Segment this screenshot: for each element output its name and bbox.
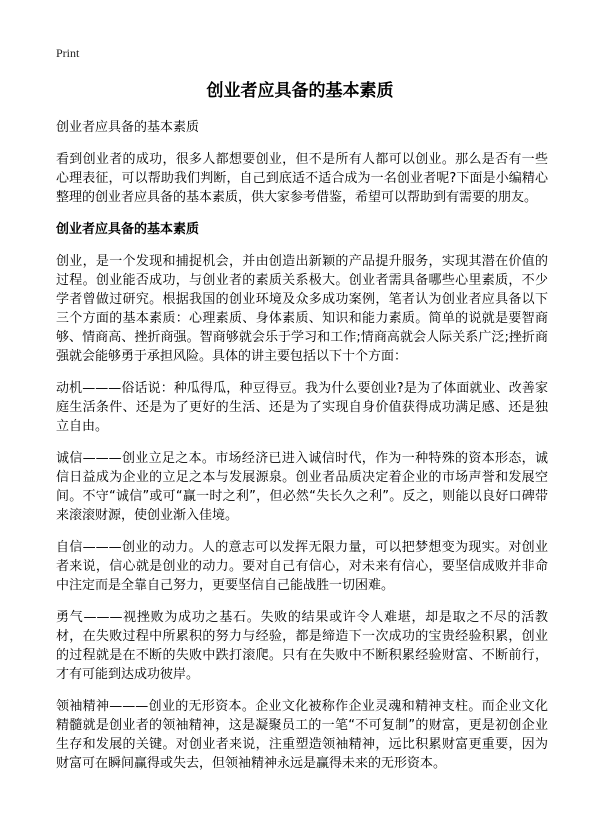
intro-paragraph: 看到创业者的成功，很多人都想要创业，但不是所有人都可以创业。那么是否有一些心理表征，可以帮助我们判断，自己到底适不适合成为一名创业者呢?下面是小编精心整理的创业者应具备的基本素质，供大家参考借鉴，希望可以帮助到有需要的朋友。 [56,152,548,205]
document-body [56,118,548,786]
body-paragraph: 创业，是一个发现和捕捉机会，并由创造出新颖的产品提升服务，实现其潜在价值的过程。创业能否成功，与创业者的素质关系极大。创业者需具备哪些心里素质，不少学者曾做过研究。根据我国的创业环境及众多成功案例，笔者认为创业者应具备以下三个方面的基本素质：心理素质、身体素质、知识和能力素质。简单的说就是要智商够、情商高、挫折商强。智商够就会乐于学习和工作;情商高就会人际关系广泛;挫折商强就会能够勇于承担风险。具体的讲主要包括以下十个方面： [56,254,548,364]
body-paragraph-confidence: 自信———创业的动力。人的意志可以发挥无限力量，可以把梦想变为现实。对创业者来说，信心就是创业的动力。要对自己有信心，对未来有信心，要坚信成败并非命中注定而是全靠自己努力，更要坚信自己能战胜一切困难。 [56,540,548,593]
body-paragraph-courage: 勇气———视挫败为成功之基石。失败的结果或许令人难堪，却是取之不尽的活教材，在失败过程中所累积的努力与经验，都是缔造下一次成功的宝贵经验积累，创业的过程就是在不断的失败中跌打滚爬。只有在失败中不断积累经验财富、不断前行，才有可能到达成功彼岸。 [56,610,548,682]
body-paragraph-integrity: 诚信———创业立足之本。市场经济已进入诚信时代，作为一种特殊的资本形态，诚信日益成为企业的立足之本与发展源泉。创业者品质决定着企业的市场声誉和发展空间。不守“诚信”或可“赢一时之利”，但必然“失长久之利”。反之，则能以良好口碑带来滚滚财源，使创业渐入佳境。 [56,451,548,523]
section-heading: 创业者应具备的基本素质 [56,222,200,237]
body-paragraph-motivation: 动机———俗话说：种瓜得瓜，种豆得豆。我为什么要创业?是为了体面就业、改善家庭生活条件、还是为了更好的生活、还是为了实现自身价值获得成功满足感、还是独立自由。 [56,381,548,434]
body-paragraph-leadership: 领袖精神———创业的无形资本。企业文化被称作企业灵魂和精神支柱。而企业文化精髓就是创业者的领袖精神，这是凝聚员工的一笔“不可复制”的财富，更是初创企业生存和发展的关键。对创业者来说，注重塑造领袖精神，远比积累财富更重要，因为财富可在瞬间赢得或失去，但领袖精神永远是赢得未来的无形资本。 [56,699,548,771]
print-label: Print [56,46,80,60]
page-title: 创业者应具备的基本素质 [206,81,394,101]
document-subtitle: 创业者应具备的基本素质 [56,120,200,135]
